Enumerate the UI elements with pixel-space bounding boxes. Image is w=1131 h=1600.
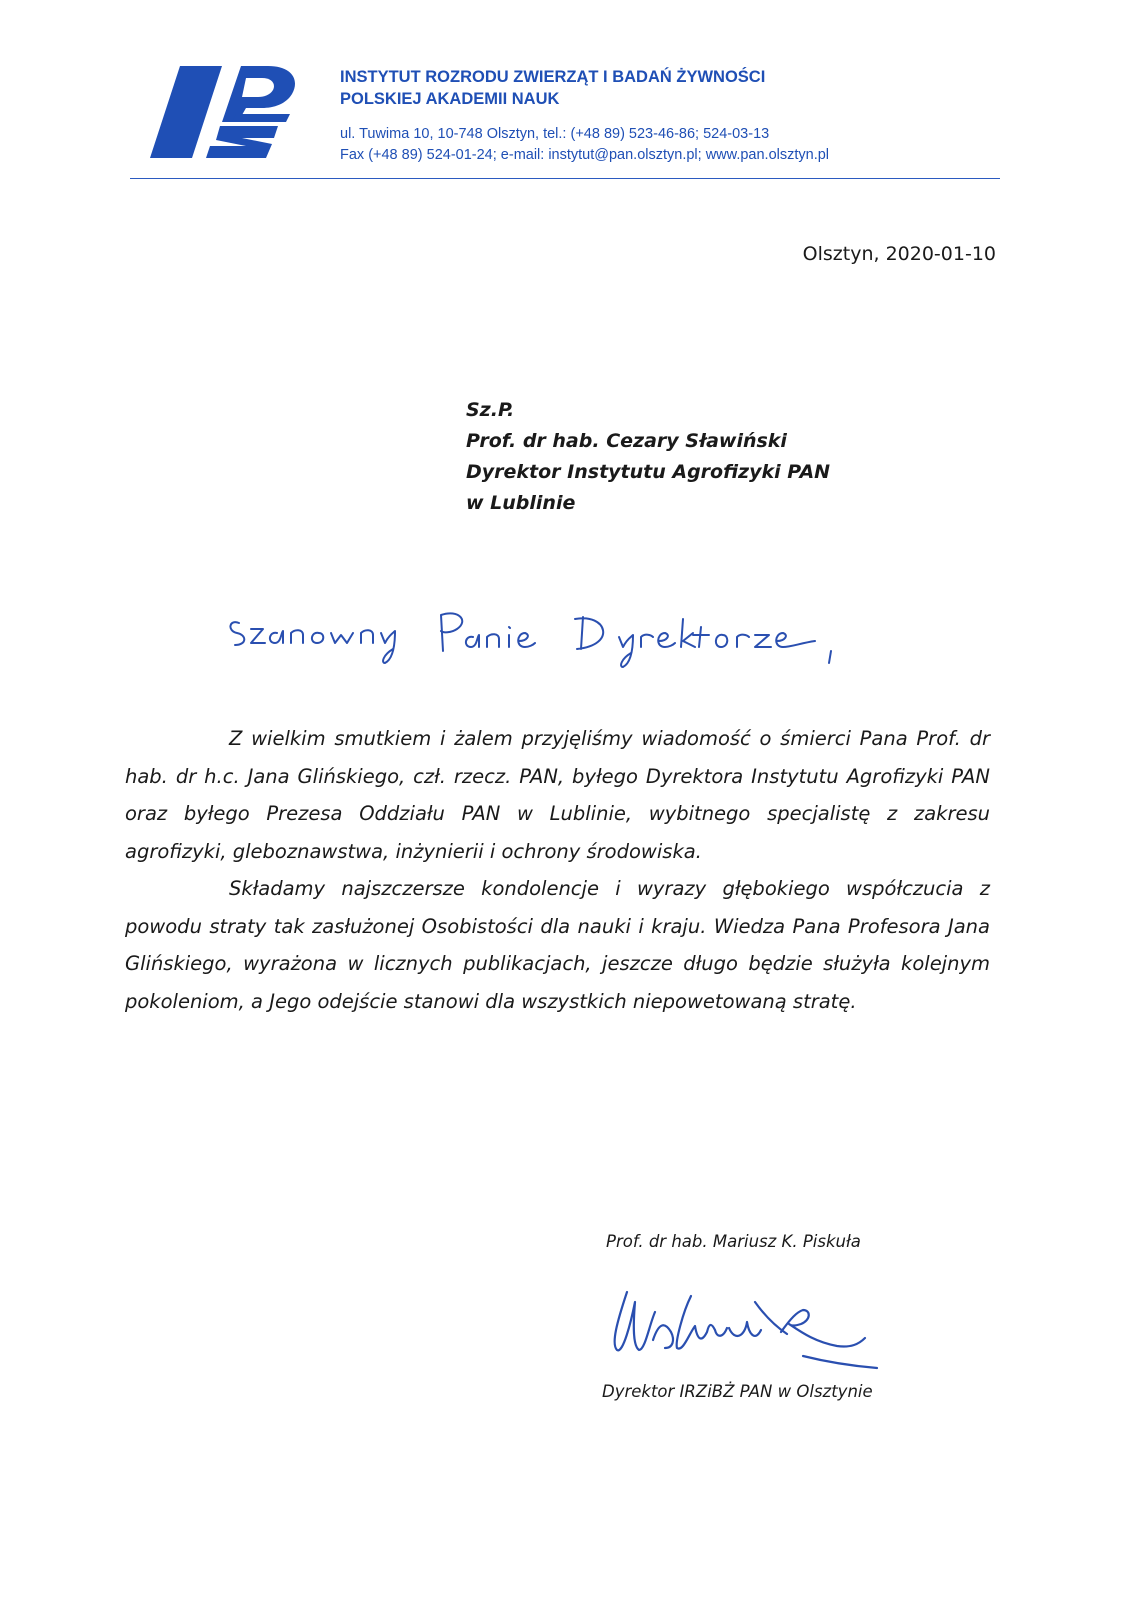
institute-address: ul. Tuwima 10, 10-748 Olsztyn, tel.: (+48 89) 523-46-86; 524-03-13 [340,126,770,142]
body-paragraph-1: Z wielkim smutkiem i żalem przyjęliśmy wiadomość o śmierci Pana Prof. dr hab. dr h.c. Jana Glińskiego, czł. rzecz. PAN, byłego Dyrektora Instytutu Agrofizyki PAN oraz byłego Prezesa Oddziału PAN w Lublinie, wybitnego specjalistę z zakresu agrofizyki, gleboznawstwa, inżynierii i ochrony środowiska. [125,727,990,863]
institute-name-line2: POLSKIEJ AKADEMII NAUK [340,90,560,108]
handwritten-signature [605,1282,905,1382]
signer-name: Prof. dr hab. Mariusz K. Piskuła [606,1232,861,1251]
addressee-city: w Lublinie [466,492,576,514]
institute-fax-email: Fax (+48 89) 524-01-24; e-mail: instytut@pan.olsztyn.pl; www.pan.olsztyn.pl [340,147,830,163]
addressee-position: Dyrektor Instytutu Agrofizyki PAN [466,461,831,483]
addressee-honorific: Sz.P. [466,399,515,421]
signer-title: Dyrektor IRZiBŻ PAN w Olsztynie [602,1382,873,1401]
institute-name-line1: INSTYTUT ROZRODU ZWIERZĄT I BADAŃ ŻYWNOŚCI [340,68,766,86]
header-divider [130,178,1000,179]
addressee-block [466,395,986,519]
institute-details [340,66,1000,166]
letter-body [125,720,990,1020]
institute-logo [150,64,300,164]
body-paragraph-2: Składamy najszczersze kondolencje i wyrazy głębokiego współczucia z powodu straty tak zasłużonej Osobistości dla nauki i kraju. Wiedza Pana Profesora Jana Glińskiego, wyrażona w licznych publikacjach, jeszcze długo będzie służyła kolejnym pokoleniom, a Jego odejście stanowi dla wszystkich niepowetowaną stratę. [125,877,990,1013]
letter-date: Olsztyn, 2020-01-10 [802,243,996,265]
addressee-name: Prof. dr hab. Cezary Sławiński [466,430,787,452]
handwritten-salutation [225,605,845,685]
letterhead [150,62,1000,182]
